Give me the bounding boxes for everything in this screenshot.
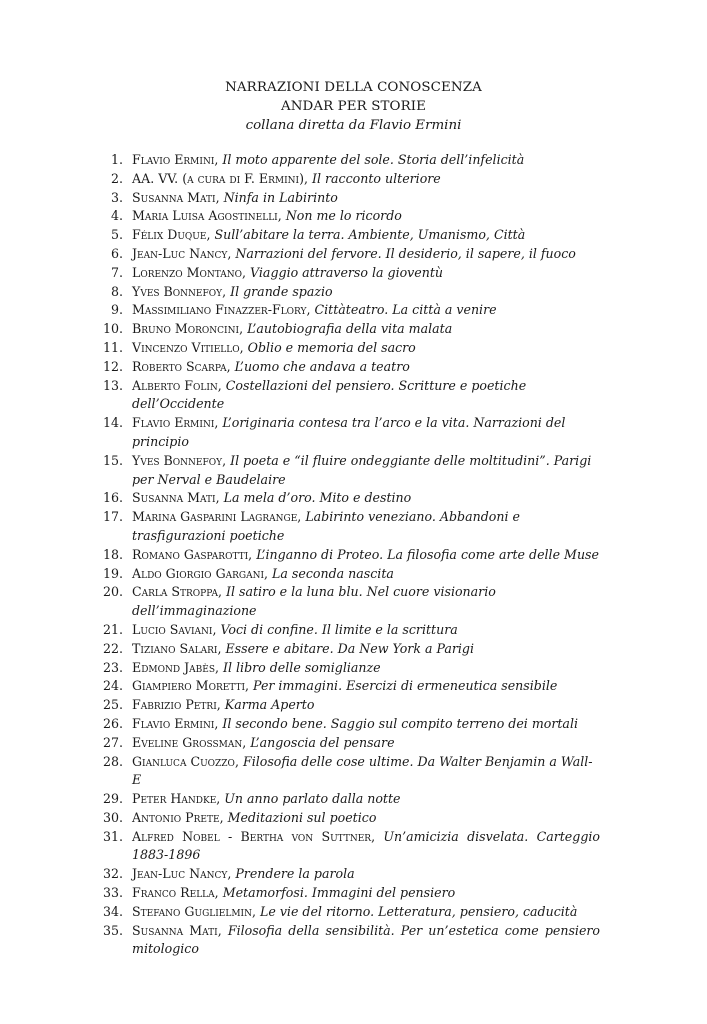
item-number: 31.	[103, 828, 124, 844]
item-separator: ,	[248, 546, 257, 562]
item-number: 35.	[103, 922, 124, 938]
item-number: 34.	[103, 903, 124, 919]
item-title: L’uomo che andava a teatro	[234, 358, 410, 374]
list-item	[103, 696, 600, 715]
item-separator: ,	[304, 170, 313, 186]
item-title: Un’amicizia disvelata. Carteggio 1883-1896	[132, 828, 600, 863]
list-item	[103, 358, 600, 377]
item-author: AA. VV. (a cura di F. Ermini)	[132, 170, 304, 186]
list-item	[103, 865, 600, 884]
item-number: 21.	[103, 621, 124, 637]
item-title: Viaggio attraverso la gioventù	[250, 264, 444, 280]
item-author: Flavio Ermini	[132, 152, 215, 167]
item-separator: ,	[227, 245, 236, 261]
item-title: Il poeta e “il fluire ondeggiante delle moltitudini”. Parigi per Nerval e Baudelaire	[132, 452, 592, 487]
item-number: 29.	[103, 791, 124, 807]
item-title: Per immagini. Esercizi di ermeneutica sensibile	[253, 678, 558, 694]
item-separator: ,	[214, 715, 223, 731]
item-number: 30.	[103, 809, 124, 825]
item-number: 5.	[110, 227, 123, 243]
item-author: Edmond Jabès	[132, 659, 215, 675]
list-item	[103, 189, 600, 208]
item-title: Un anno parlato dalla notte	[224, 791, 401, 807]
list-item	[103, 715, 600, 734]
item-author: Stefano Guglielmin	[132, 903, 252, 919]
list-item	[103, 922, 600, 960]
item-author: Bruno Moroncini	[132, 321, 240, 337]
list-item	[103, 301, 600, 320]
item-separator: ,	[264, 565, 273, 581]
item-author: Jean-Luc Nancy	[132, 866, 228, 882]
item-separator: ,	[222, 283, 231, 299]
series-header	[0, 78, 707, 135]
item-author: Antonio Prete	[132, 809, 220, 825]
item-title: Prendere la parola	[235, 866, 355, 882]
item-title: L’angoscia del pensare	[250, 734, 395, 750]
list-item	[103, 753, 600, 791]
item-title: Karma Aperto	[224, 697, 315, 713]
item-separator: ,	[217, 584, 226, 600]
list-item	[103, 320, 600, 339]
series-title: NARRAZIONI DELLA CONOSCENZA	[225, 80, 482, 95]
item-number: 28.	[103, 753, 124, 769]
item-author: Flavio Ermini	[132, 415, 215, 431]
item-separator: ,	[217, 640, 226, 656]
item-author: Susanna Mati	[132, 189, 216, 205]
item-author: Gianluca Cuozzo	[132, 753, 235, 769]
list-item	[103, 207, 600, 226]
item-separator: ,	[214, 885, 223, 901]
item-title: Oblio e memoria del sacro	[247, 339, 416, 355]
item-number: 8.	[110, 283, 123, 299]
list-item	[103, 283, 600, 302]
item-title: Il racconto ulteriore	[312, 170, 441, 186]
item-number: 20.	[103, 584, 124, 600]
list-item	[103, 677, 600, 696]
item-separator: ,	[219, 809, 228, 825]
item-author: Flavio Ermini	[132, 715, 215, 731]
item-separator: ,	[222, 452, 231, 468]
item-title: Costellazioni del pensiero. Scritture e poetiche dell’Occidente	[132, 377, 527, 412]
item-author: Fabrizio Petri	[132, 697, 217, 713]
list-item	[103, 583, 600, 621]
item-separator: ,	[227, 866, 236, 882]
item-title: Le vie del ritorno. Letteratura, pensiero, caducità	[260, 903, 578, 919]
item-title: Filosofia della sensibilità. Per un’estetica come pensiero mitologico	[132, 922, 600, 957]
item-number: 24.	[103, 678, 124, 694]
list-item	[103, 452, 600, 490]
subseries-title: ANDAR PER STORIE	[280, 99, 427, 114]
item-author: Giampiero Moretti	[132, 678, 246, 694]
item-number: 18.	[103, 546, 124, 562]
item-number: 16.	[103, 490, 124, 506]
item-separator: ,	[245, 678, 254, 694]
item-number: 2.	[110, 170, 123, 186]
item-number: 11.	[103, 339, 124, 355]
list-item	[103, 377, 600, 415]
item-title: Labirinto veneziano. Abbandoni e trasfigurazioni poetiche	[132, 509, 520, 543]
item-separator: ,	[239, 321, 248, 337]
item-separator: ,	[214, 152, 223, 167]
item-number: 25.	[103, 697, 124, 713]
item-author: Romano Gasparotti	[132, 546, 249, 562]
series-editor: collana diretta da Flavio Ermini	[245, 118, 462, 133]
list-item	[103, 734, 600, 753]
item-title: Il libro delle somiglianze	[223, 659, 381, 675]
item-author: Susanna Mati	[132, 922, 218, 938]
item-separator: ,	[217, 922, 228, 938]
item-separator: ,	[226, 358, 235, 374]
item-separator: ,	[212, 621, 221, 637]
item-author: Yves Bonnefoy	[132, 283, 223, 299]
item-title: Il moto apparente del sole. Storia dell’infelicità	[222, 152, 525, 167]
item-number: 1.	[110, 152, 123, 167]
item-number: 13.	[103, 377, 124, 393]
list-item	[103, 151, 600, 170]
list-item	[103, 790, 600, 809]
list-item	[103, 170, 600, 189]
item-separator: ,	[215, 189, 224, 205]
item-number: 3.	[110, 189, 123, 205]
item-title: Essere e abitare. Da New York a Parigi	[225, 640, 475, 656]
item-title: Il secondo bene. Saggio sul compito terreno dei mortali	[222, 715, 578, 731]
item-author: Roberto Scarpa	[132, 358, 227, 374]
item-title: Il satiro e la luna blu. Nel cuore visionario dell’immaginazione	[132, 584, 496, 619]
item-separator: ,	[306, 302, 315, 318]
list-item	[103, 489, 600, 508]
list-item	[103, 884, 600, 903]
item-author: Susanna Mati	[132, 490, 216, 506]
item-author: Maria Luisa Agostinelli	[132, 208, 278, 224]
list-item	[103, 659, 600, 678]
item-number: 26.	[103, 715, 124, 731]
list-item	[103, 828, 600, 866]
list-item	[103, 621, 600, 640]
item-number: 9.	[110, 302, 123, 318]
item-title: Narrazioni del fervore. Il desiderio, il sapere, il fuoco	[235, 245, 576, 261]
item-author: Lucio Saviani	[132, 621, 213, 637]
list-item	[103, 903, 600, 922]
item-number: 19.	[103, 565, 124, 581]
item-number: 17.	[103, 509, 124, 525]
item-author: Jean-Luc Nancy	[132, 245, 228, 261]
book-list	[103, 151, 600, 959]
list-item	[103, 245, 600, 264]
item-author: Eveline Grossman	[132, 734, 243, 750]
item-author: Félix Duque	[132, 227, 207, 243]
item-separator: ,	[215, 490, 224, 506]
item-author: Aldo Giorgio Gargani	[132, 565, 265, 581]
item-title: Non me lo ricordo	[285, 208, 402, 224]
item-separator: ,	[215, 659, 224, 675]
item-author: Carla Stroppa	[132, 584, 218, 600]
item-author: Alberto Folin	[132, 377, 218, 393]
item-number: 14.	[103, 415, 124, 431]
item-separator: ,	[216, 791, 225, 807]
item-number: 27.	[103, 734, 124, 750]
item-title: L’inganno di Proteo. La filosofia come arte delle Muse	[256, 546, 599, 562]
item-title: La seconda nascita	[272, 565, 394, 581]
item-author: Franco Rella	[132, 885, 215, 901]
item-author: Tiziano Salari	[132, 640, 218, 656]
item-title: Meditazioni sul poetico	[227, 809, 377, 825]
item-separator: ,	[217, 377, 226, 393]
item-number: 33.	[103, 885, 124, 901]
item-author: Vincenzo Vitiello	[132, 339, 240, 355]
list-item	[103, 546, 600, 565]
item-number: 15.	[103, 452, 124, 468]
item-separator: ,	[251, 903, 260, 919]
list-item	[103, 809, 600, 828]
item-author: Massimiliano Finazzer-Flory	[132, 302, 307, 318]
item-title: Cittàteatro. La città a venire	[314, 302, 497, 318]
item-separator: ,	[206, 227, 215, 243]
item-separator: ,	[277, 208, 286, 224]
item-title: L’autobiografia della vita malata	[247, 321, 453, 337]
item-separator: ,	[216, 697, 225, 713]
item-separator: ,	[371, 828, 384, 844]
item-separator: ,	[242, 734, 251, 750]
item-title: Voci di confine. Il limite e la scrittura	[220, 621, 458, 637]
item-number: 7.	[110, 264, 123, 280]
item-title: Filosofia delle cose ultime. Da Walter Benjamin a Wall-E	[132, 753, 593, 788]
item-author: Marina Gasparini Lagrange	[132, 509, 298, 525]
item-number: 22.	[103, 640, 124, 656]
item-separator: ,	[214, 415, 223, 431]
item-title: L’originaria contesa tra l’arco e la vita. Narrazioni del principio	[132, 415, 566, 449]
list-item	[103, 264, 600, 283]
list-item	[103, 565, 600, 584]
item-number: 10.	[103, 321, 124, 337]
item-separator: ,	[297, 509, 306, 525]
item-separator: ,	[242, 264, 251, 280]
list-item	[103, 508, 600, 546]
item-title: Il grande spazio	[230, 283, 333, 299]
item-separator: ,	[234, 753, 243, 769]
item-title: Metamorfosi. Immagini del pensiero	[222, 885, 456, 901]
item-author: Peter Handke	[132, 791, 217, 807]
item-number: 12.	[103, 358, 124, 374]
item-number: 23.	[103, 659, 124, 675]
item-author: Alfred Nobel - Bertha von Suttner	[132, 828, 372, 844]
item-title: Ninfa in Labirinto	[223, 189, 338, 205]
item-number: 6.	[110, 245, 123, 261]
item-number: 4.	[110, 208, 123, 224]
list-item	[103, 226, 600, 245]
item-number: 32.	[103, 866, 124, 882]
item-author: Lorenzo Montano	[132, 264, 243, 280]
item-separator: ,	[239, 339, 248, 355]
list-item	[103, 414, 600, 452]
item-title: La mela d’oro. Mito e destino	[223, 490, 412, 506]
list-item	[103, 339, 600, 358]
item-title: Sull’abitare la terra. Ambiente, Umanismo, Città	[214, 227, 526, 243]
item-author: Yves Bonnefoy	[132, 452, 223, 468]
list-item	[103, 640, 600, 659]
